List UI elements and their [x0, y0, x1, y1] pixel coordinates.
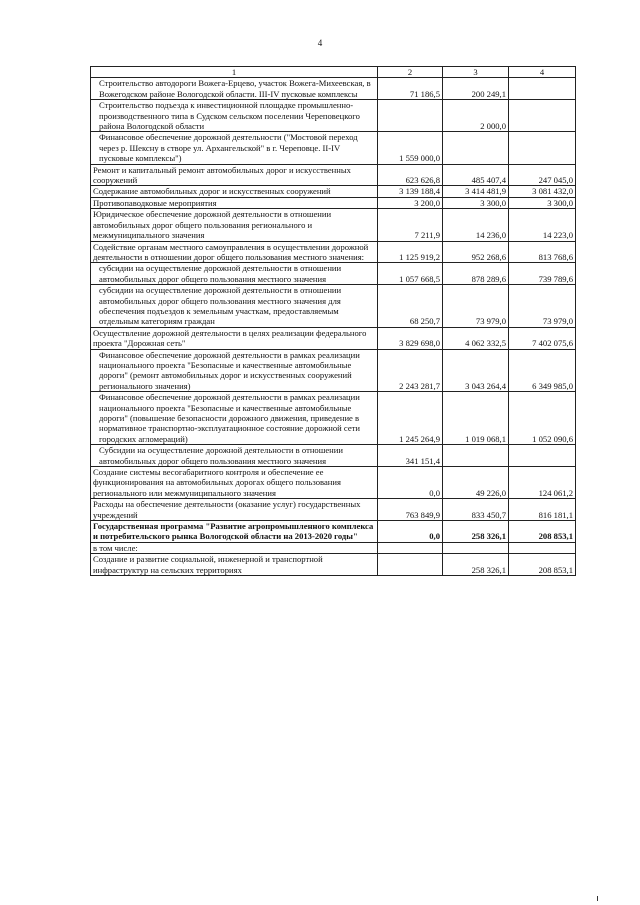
row-label: Осуществление дорожной деятельности в целях реализации федерального проекта "Дорожная сеть"	[91, 327, 378, 349]
table-row	[91, 499, 576, 521]
row-label: Финансовое обеспечение дорожной деятельности в рамках реализации национального проекта "Безопасные и качественные автомобильные дороги" (повышение безопасности дорожного движения, приведение в нормативное транспортно-эксплуатационное состояние дорожной сети городских агломераций)	[91, 392, 378, 445]
row-value-col-4: 3 081 432,0	[509, 186, 576, 197]
row-value-col-4: 6 349 985,0	[509, 349, 576, 392]
row-value-col-4: 739 789,6	[509, 263, 576, 285]
table-row	[91, 100, 576, 132]
row-value-col-2: 1 559 000,0	[378, 132, 443, 164]
table-row	[91, 521, 576, 543]
row-label: в том числе:	[91, 542, 378, 553]
row-value-col-2	[378, 100, 443, 132]
table-row	[91, 467, 576, 499]
row-value-col-4	[509, 445, 576, 467]
row-value-col-3: 3 300,0	[443, 197, 509, 208]
row-value-col-2: 3 200,0	[378, 197, 443, 208]
row-value-col-3	[443, 132, 509, 164]
table-header-row	[91, 67, 576, 78]
row-label: Строительство подъезда к инвестиционной площадке промышленно-производственного типа в Судском сельском поселении Череповецкого района Вологодской области	[91, 100, 378, 132]
row-value-col-4: 7 402 075,6	[509, 327, 576, 349]
header-col-3: 3	[443, 67, 509, 78]
table-row	[91, 186, 576, 197]
row-label: Расходы на обеспечение деятельности (оказание услуг) государственных учреждений	[91, 499, 378, 521]
row-label: Содержание автомобильных дорог и искусственных сооружений	[91, 186, 378, 197]
row-label: Создание системы весогабаритного контроля и обеспечение ее функционирования на автомобильных дорогах общего пользования регионального или межмуниципального значения	[91, 467, 378, 499]
page-number: 4	[317, 38, 323, 48]
row-label: Финансовое обеспечение дорожной деятельности ("Мостовой переход через р. Шексну в створе ул. Архангельской" в г. Череповце. II-IV пусковые комплексы")	[91, 132, 378, 164]
row-value-col-4: 1 052 090,6	[509, 392, 576, 445]
row-value-col-3: 485 407,4	[443, 164, 509, 186]
row-label: Юридическое обеспечение дорожной деятельности в отношении автомобильных дорог общего пользования регионального и межмуниципального значения	[91, 209, 378, 241]
table-row	[91, 445, 576, 467]
row-value-col-3: 878 289,6	[443, 263, 509, 285]
row-value-col-4: 14 223,0	[509, 209, 576, 241]
row-value-col-4: 124 061,2	[509, 467, 576, 499]
table-row	[91, 542, 576, 553]
table-row	[91, 164, 576, 186]
table-row	[91, 392, 576, 445]
scan-mark	[597, 896, 598, 901]
row-value-col-3: 833 450,7	[443, 499, 509, 521]
row-value-col-4	[509, 78, 576, 100]
row-value-col-4	[509, 542, 576, 553]
row-label: Государственная программа "Развитие агропромышленного комплекса и потребительского рынка Вологодской области на 2013-2020 годы"	[91, 521, 378, 543]
budget-table	[90, 66, 576, 576]
row-label: Субсидии на осуществление дорожной деятельности в отношении автомобильных дорог общего пользования местного значения	[91, 445, 378, 467]
row-value-col-3: 73 979,0	[443, 285, 509, 328]
row-value-col-4: 73 979,0	[509, 285, 576, 328]
row-value-col-4: 247 045,0	[509, 164, 576, 186]
row-value-col-2	[378, 542, 443, 553]
row-value-col-4: 208 853,1	[509, 521, 576, 543]
table-row	[91, 209, 576, 241]
table-row	[91, 327, 576, 349]
row-label: Создание и развитие социальной, инженерной и транспортной инфраструктур на сельских территориях	[91, 554, 378, 576]
row-value-col-2: 0,0	[378, 467, 443, 499]
row-value-col-4: 3 300,0	[509, 197, 576, 208]
header-col-2: 2	[378, 67, 443, 78]
table-row	[91, 263, 576, 285]
row-label: Противопаводковые мероприятия	[91, 197, 378, 208]
row-value-col-3: 3 043 264,4	[443, 349, 509, 392]
row-value-col-2: 68 250,7	[378, 285, 443, 328]
row-value-col-2: 3 829 698,0	[378, 327, 443, 349]
row-value-col-2: 3 139 188,4	[378, 186, 443, 197]
row-label: субсидии на осуществление дорожной деятельности в отношении автомобильных дорог общего пользования местного значения для обеспечения подъездов к земельным участкам, предоставляемым отдельным категориям граждан	[91, 285, 378, 328]
table-row	[91, 132, 576, 164]
row-value-col-3: 4 062 332,5	[443, 327, 509, 349]
row-value-col-3: 49 226,0	[443, 467, 509, 499]
table-row	[91, 285, 576, 328]
row-value-col-2: 2 243 281,7	[378, 349, 443, 392]
row-label: Строительство автодороги Вожега-Ерцево, участок Вожега-Михеевская, в Вожегодском районе Вологодской области. III-IV пусковые комплексы	[91, 78, 378, 100]
row-value-col-4	[509, 132, 576, 164]
row-value-col-2	[378, 554, 443, 576]
table-row	[91, 349, 576, 392]
row-value-col-4: 816 181,1	[509, 499, 576, 521]
row-value-col-3: 258 326,1	[443, 554, 509, 576]
row-label: субсидии на осуществление дорожной деятельности в отношении автомобильных дорог общего пользования местного значения	[91, 263, 378, 285]
row-value-col-3	[443, 445, 509, 467]
row-value-col-3: 3 414 481,9	[443, 186, 509, 197]
header-col-1: 1	[91, 67, 378, 78]
row-value-col-2: 0,0	[378, 521, 443, 543]
row-value-col-2: 1 125 919,2	[378, 241, 443, 263]
row-value-col-4: 208 853,1	[509, 554, 576, 576]
header-col-4: 4	[509, 67, 576, 78]
row-value-col-3: 1 019 068,1	[443, 392, 509, 445]
row-value-col-3: 14 236,0	[443, 209, 509, 241]
row-label: Ремонт и капитальный ремонт автомобильных дорог и искусственных сооружений	[91, 164, 378, 186]
row-value-col-2: 1 245 264,9	[378, 392, 443, 445]
row-value-col-2: 623 626,8	[378, 164, 443, 186]
table-row	[91, 78, 576, 100]
row-value-col-3	[443, 542, 509, 553]
row-value-col-2: 7 211,9	[378, 209, 443, 241]
row-value-col-3: 200 249,1	[443, 78, 509, 100]
row-value-col-4	[509, 100, 576, 132]
row-value-col-2: 341 151,4	[378, 445, 443, 467]
row-value-col-3: 258 326,1	[443, 521, 509, 543]
row-value-col-2: 71 186,5	[378, 78, 443, 100]
row-label: Содействие органам местного самоуправления в осуществлении дорожной деятельности в отношении дорог общего пользования местного значения:	[91, 241, 378, 263]
row-value-col-2: 763 849,9	[378, 499, 443, 521]
row-value-col-3: 952 268,6	[443, 241, 509, 263]
row-value-col-2: 1 057 668,5	[378, 263, 443, 285]
row-label: Финансовое обеспечение дорожной деятельности в рамках реализации национального проекта "Безопасные и качественные автомобильные дороги" (ремонт автомобильных дорог и искусственных сооружений регионального значения)	[91, 349, 378, 392]
table-row	[91, 554, 576, 576]
row-value-col-4: 813 768,6	[509, 241, 576, 263]
table-row	[91, 241, 576, 263]
row-value-col-3: 2 000,0	[443, 100, 509, 132]
table-row	[91, 197, 576, 208]
